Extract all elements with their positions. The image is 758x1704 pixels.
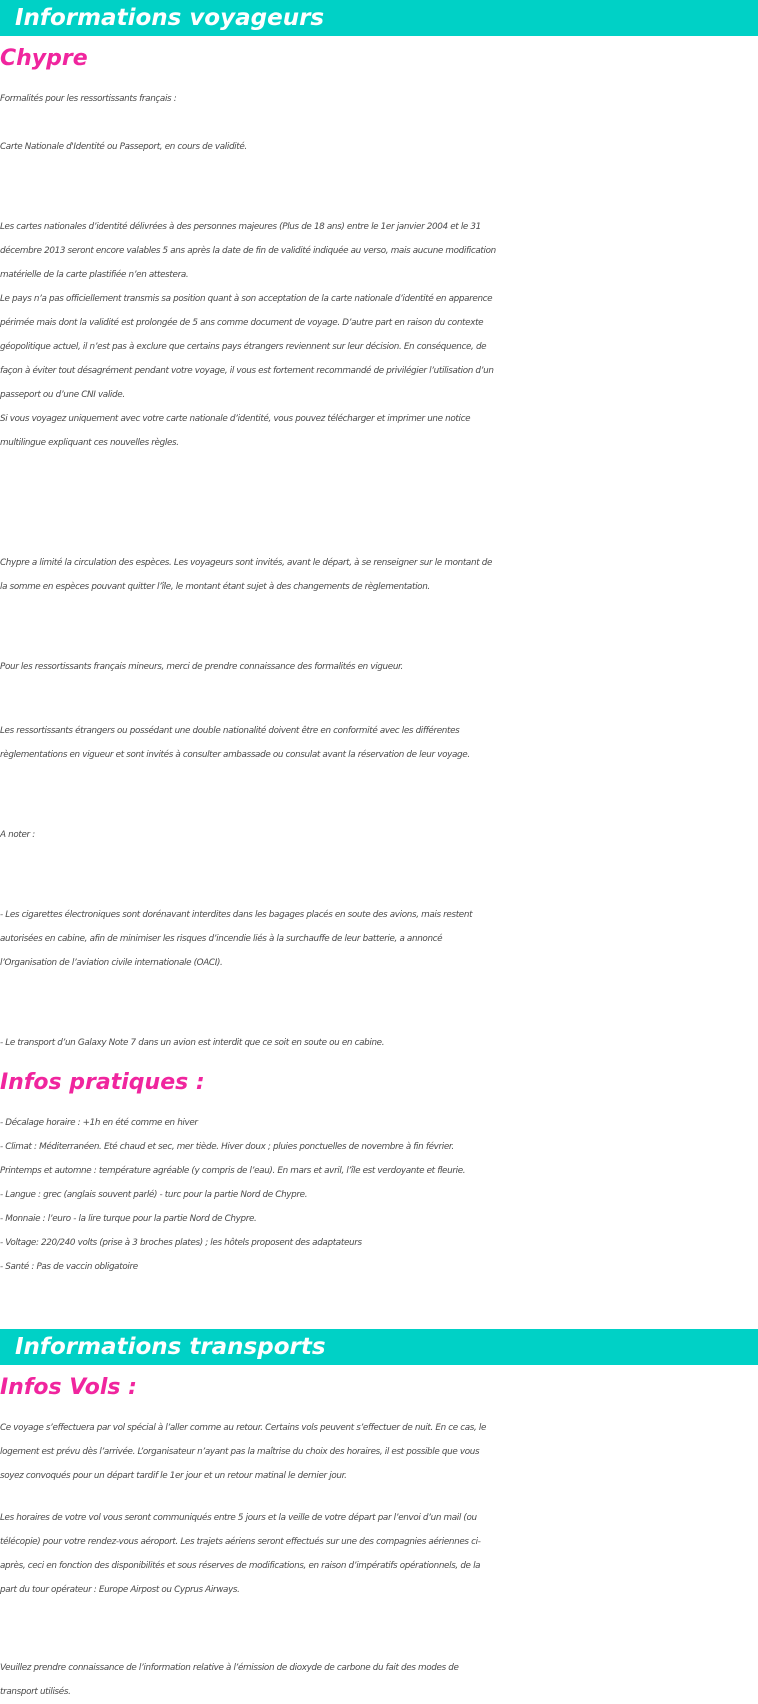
especes-paragraph: Chypre a limité la circulation des espèces. Les voyageurs sont invités, avant le départ, à se renseigner sur le montant de la somme en espèces pouvant quitter l’île, le montant étant sujet à des changements de règlementation. <box>0 558 493 592</box>
cni-paragraph: Les cartes nationales d’identité délivrées à des personnes majeures (Plus de 18 ans) entre le 1er janvier 2004 et le 31 décembre 2013 seront encore valables 5 ans après la date de fin de validité indiquée au verso, mais aucune modification matérielle de la carte plastifiée n’en attestera. Le pays n’a pas officiellement transmis sa position quant à son acceptation de la carte nationale d’identité en apparence périmée mais dont la validité est prolongée de 5 ans comme document de voyage. D’autre part en raison du contexte géopolitique actuel, il n’est pas à exclure que certains pays étrangers reviennent sur leur décision. En conséquence, de façon à éviter tout désagrément pendant votre voyage, il vous est fortement recommandé de privilégier l’utilisation d’un passeport ou d’une CNI valide. Si vous voyagez uniquement avec votre carte nationale d’identité, vous pouvez télécharger et imprimer une notice multilingue expliquant ces nouvelles règles. <box>0 222 496 448</box>
formalites-intro: Formalités pour les ressortissants français : <box>0 94 177 104</box>
destination-heading: Chypre <box>0 46 88 71</box>
mineurs-paragraph: Pour les ressortissants français mineurs, merci de prendre connaissance des formalités en vigueur. <box>0 662 403 672</box>
cigarettes-paragraph: - Les cigarettes électroniques sont dorénavant interdites dans les bagages placés en soute des avions, mais restent autorisées en cabine, afin de minimiser les risques d’incendie liés à la surchauffe de leur batterie, a annoncé l’Organisation de l’aviation civile internationale (OACI). <box>0 910 473 968</box>
vols-paragraph-1: Ce voyage s’effectuera par vol spécial à l’aller comme au retour. Certains vols peuvent s’effectuer de nuit. En ce cas, le logement est prévu dès l’arrivée. L’organisateur n’ayant pas la maîtrise du choix des horaires, il est possible que vous soyez convoqués pour un départ tardif le 1er jour et un retour matinal le dernier jour. <box>0 1423 487 1481</box>
climat-suite: Printemps et automne : température agréable (y compris de l’eau). En mars et avril, l’île est verdoyante et fleurie. <box>0 1166 466 1176</box>
section-title: Informations transports <box>15 1334 326 1360</box>
documents-requis: Carte Nationale d'Identité ou Passeport, en cours de validité. <box>0 142 247 152</box>
decalage-horaire: - Décalage horaire : +1h en été comme en hiver <box>0 1118 198 1128</box>
co2-paragraph: Veuillez prendre connaissance de l’information relative à l’émission de dioxyde de carbone du fait des modes de transport utilisés. <box>0 1663 459 1697</box>
vols-paragraph-2: Les horaires de votre vol vous seront communiqués entre 5 jours et la veille de votre départ par l’envoi d’un mail (ou télécopie) pour votre rendez-vous aéroport. Les trajets aériens seront effectués sur une des compagnies aériennes ci- après, ceci en fonction des disponibilités et sous réserves de modifications, en raison d’impératifs opérationnels, de la part du tour opérateur : Europe Airpost ou Cyprus Airways. <box>0 1513 481 1595</box>
infos-vols-heading: Infos Vols : <box>0 1375 137 1400</box>
climat: - Climat : Méditerranéen. Eté chaud et sec, mer tiède. Hiver doux ; pluies ponctuelles de novembre à fin février. <box>0 1142 454 1152</box>
etrangers-paragraph: Les ressortissants étrangers ou possédant une double nationalité doivent être en conformité avec les différentes règlementations en vigueur et sont invités à consulter ambassade ou consulat avant la réservation de leur voyage. <box>0 726 470 760</box>
infos-pratiques-list <box>0 1111 758 1279</box>
voltage: - Voltage: 220/240 volts (prise à 3 broches plates) ; les hôtels proposent des adaptateurs <box>0 1238 362 1248</box>
a-noter-label: A noter : <box>0 830 35 840</box>
section-banner-informations-voyageurs <box>0 0 758 36</box>
section-title: Informations voyageurs <box>15 5 325 31</box>
monnaie: - Monnaie : l’euro - la lire turque pour la partie Nord de Chypre. <box>0 1214 257 1224</box>
langue: - Langue : grec (anglais souvent parlé) - turc pour la partie Nord de Chypre. <box>0 1190 308 1200</box>
galaxy-note-paragraph: - Le transport d’un Galaxy Note 7 dans un avion est interdit que ce soit en soute ou en cabine. <box>0 1038 385 1048</box>
infos-pratiques-heading: Infos pratiques : <box>0 1070 205 1095</box>
section-banner-informations-transports <box>0 1329 758 1365</box>
sante: - Santé : Pas de vaccin obligatoire <box>0 1262 138 1272</box>
